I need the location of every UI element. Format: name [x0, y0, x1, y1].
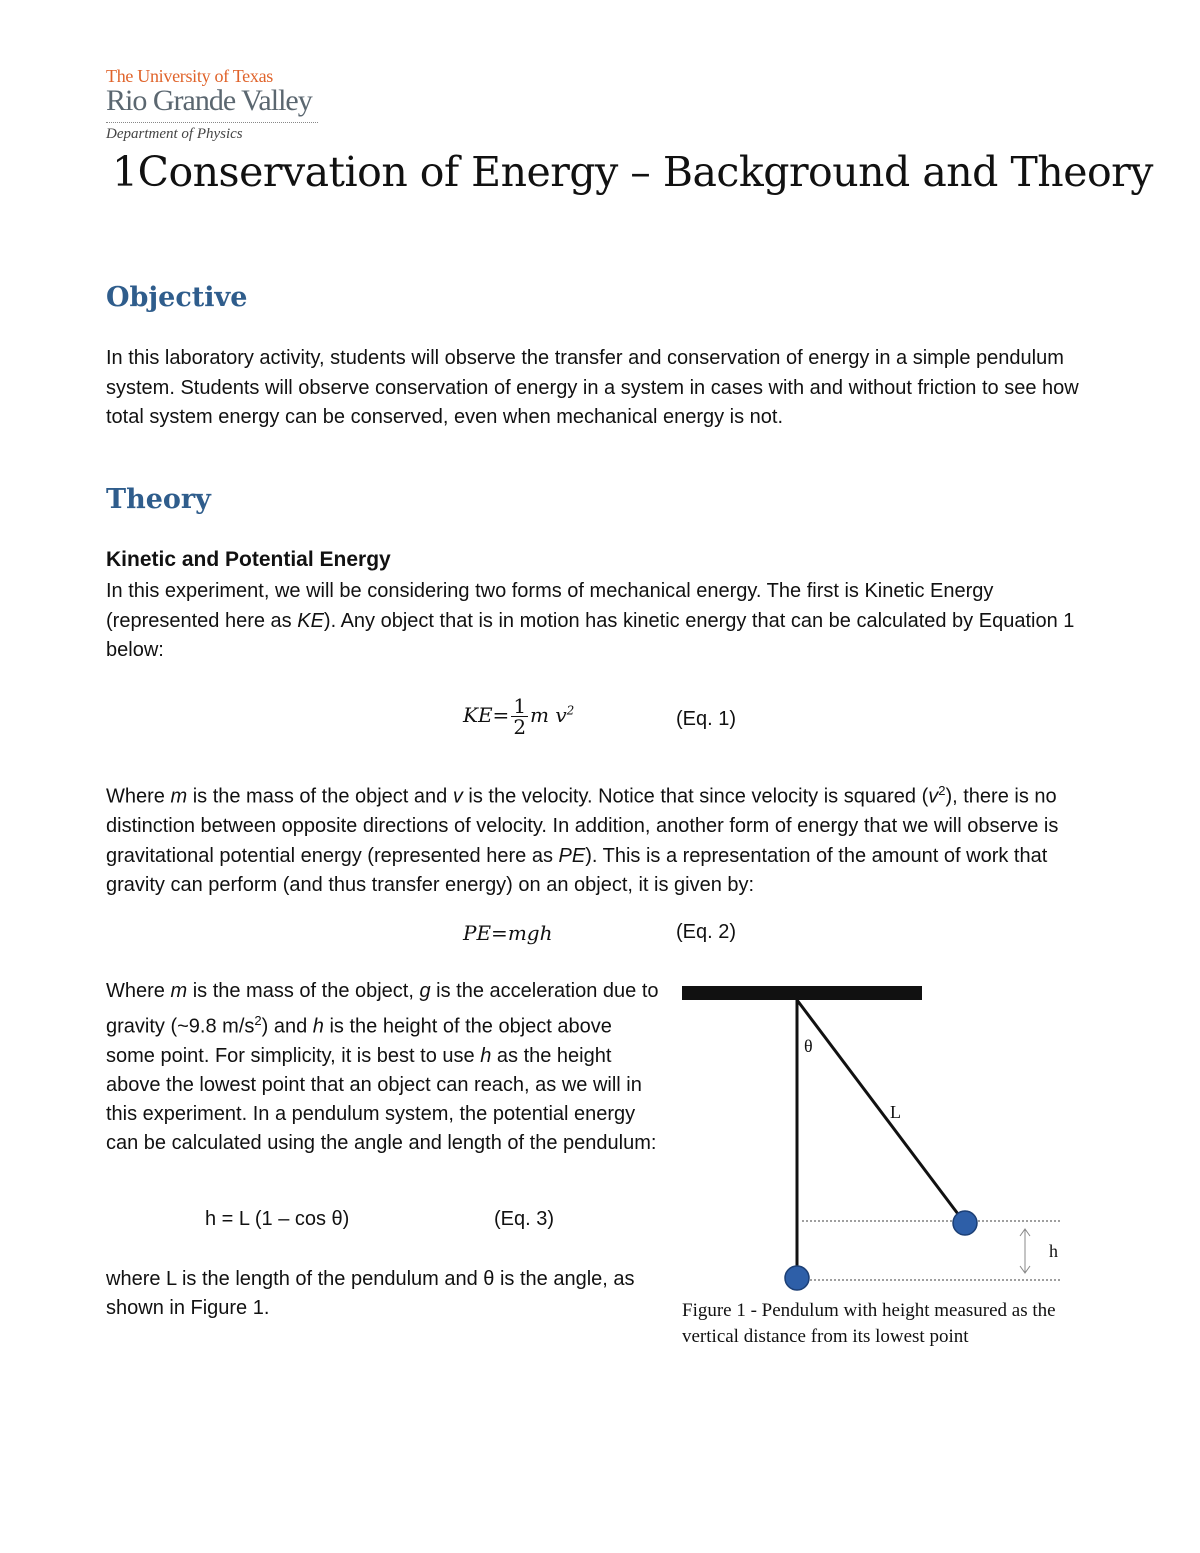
figure-caption: Figure 1 - Pendulum with height measured as the vertical distance from its lowest point [682, 1300, 1056, 1347]
equation-1: KE= $\frac{1}{2}$ m $v^2$ [463, 694, 575, 739]
length-label: L [890, 1102, 901, 1122]
displaced-string [797, 1000, 964, 1222]
ceiling-support [682, 986, 922, 1000]
pendulum-figure [676, 978, 1076, 1298]
page-title: 1Conservation of Energy – Background and Theory [112, 148, 1153, 196]
equation-2: PE=mgh [463, 921, 553, 945]
theory-paragraph-4: where L is the length of the pendulum and θ is the angle, as shown in Figure 1. [106, 1268, 635, 1319]
height-arrow [1020, 1229, 1030, 1273]
logo-university-text: The University of Texas [106, 66, 273, 86]
logo-divider [106, 122, 318, 123]
theory-paragraph-3: Where m is the mass of the object, g is the acceleration due to gravity (~9.8 $m/s^2$) and h is the height of the object above some point. For simplicity, it is best to use h as the height above the lowest point that an object can reach, as we will in this experiment. In a pendulum system, the potential energy can be calculated using the angle and length of the pendulum: [106, 980, 659, 1154]
logo-campus-text: Rio Grande Valley [106, 84, 312, 117]
height-label: h [1049, 1241, 1058, 1261]
theory-heading: Theory [106, 484, 211, 515]
equation-1-label: (Eq. 1) [676, 708, 737, 730]
displaced-bob [953, 1211, 977, 1235]
equation-2-label: (Eq. 2) [676, 921, 737, 943]
theory-paragraph-1: In this experiment, we will be considering two forms of mechanical energy. The first is Kinetic Energy (represented here as KE). Any object that is in motion has kinetic energy that can be calculated by Equation 1 below: [106, 580, 1075, 661]
theory-paragraph-2: Where m is the mass of the object and v is the velocity. Notice that since velocity is squared $(v^2)$, there is no distinction between opposite directions of velocity. In addition, another form of energy that we will observe is gravitational potential energy (represented here as PE). This is a representation of the amount of work that gravity can perform (and thus transfer energy) on an object, it is given by: [106, 783, 1059, 897]
theta-label: θ [804, 1036, 813, 1056]
equation-3: h = L (1 – cos θ) [205, 1208, 350, 1230]
department-name: Department of Physics [106, 126, 243, 142]
equation-1-fraction: $\frac{1}{2}$ [513, 694, 527, 739]
objective-paragraph: In this laboratory activity, students will observe the transfer and conservation of energy in a simple pendulum system. Students will observe conservation of energy in a system in cases with and without friction to see how total system energy can be conserved, even when mechanical energy is not. [106, 347, 1079, 428]
kinetic-potential-subheading: Kinetic and Potential Energy [106, 548, 391, 571]
equation-3-label: (Eq. 3) [494, 1208, 555, 1230]
rest-bob [785, 1266, 809, 1290]
university-logo [106, 66, 346, 143]
objective-heading: Objective [106, 282, 248, 313]
